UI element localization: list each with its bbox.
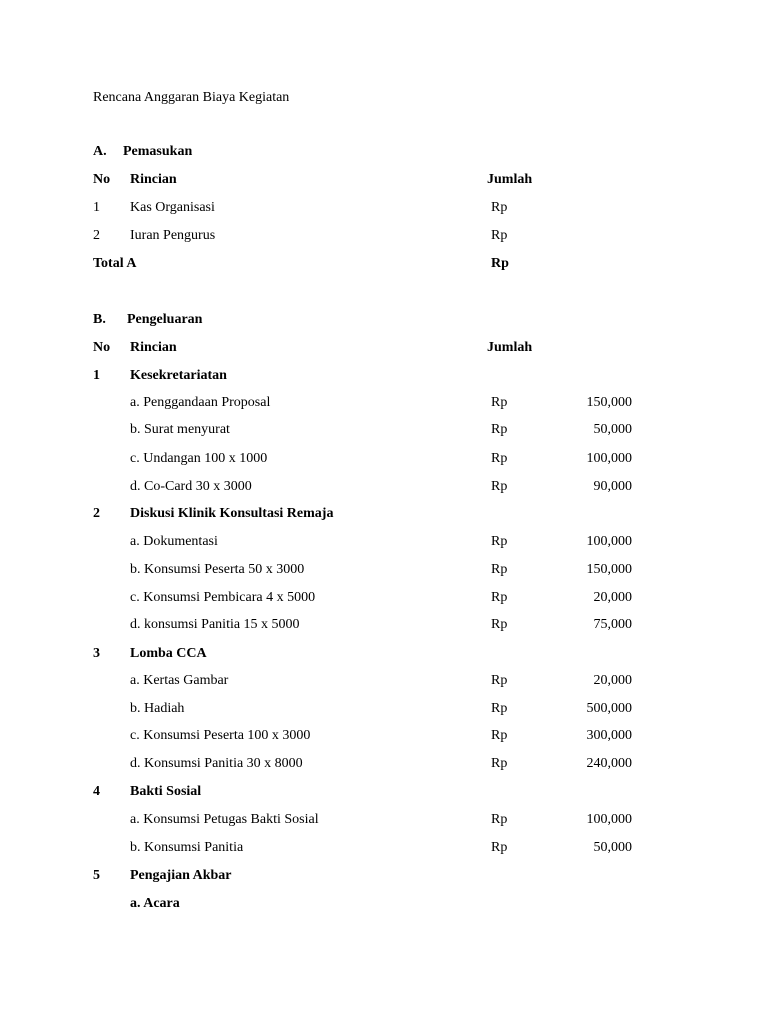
expense-item-amount: 20,000 [593, 673, 632, 688]
section-a-col-jumlah: Jumlah [487, 172, 533, 187]
expense-group-name: Bakti Sosial [130, 784, 202, 799]
expense-item-amount: 50,000 [593, 840, 632, 855]
expense-subheading: a. Acara [130, 896, 180, 911]
expense-item-label: a. Konsumsi Petugas Bakti Sosial [130, 812, 319, 827]
expense-item-currency: Rp [491, 451, 508, 466]
expense-item-currency: Rp [491, 812, 508, 827]
expense-group-name: Lomba CCA [130, 646, 207, 661]
expense-group-no: 1 [93, 368, 100, 383]
expense-item-currency: Rp [491, 701, 508, 716]
expense-item-label: a. Kertas Gambar [130, 673, 229, 688]
expense-group-name: Diskusi Klinik Konsultasi Remaja [130, 506, 334, 521]
expense-item-label: b. Konsumsi Peserta 50 x 3000 [130, 562, 305, 577]
expense-item-amount: 75,000 [593, 617, 632, 632]
expense-item-amount: 300,000 [586, 728, 632, 743]
expense-item-amount: 100,000 [586, 534, 632, 549]
section-b-col-no: No [93, 340, 111, 355]
expense-item-currency: Rp [491, 590, 508, 605]
expense-item-amount: 50,000 [593, 422, 632, 437]
income-row-currency: Rp [491, 228, 508, 243]
expense-item-label: d. Konsumsi Panitia 30 x 8000 [130, 756, 303, 771]
expense-item-currency: Rp [491, 562, 508, 577]
expense-group-name: Pengajian Akbar [130, 868, 232, 883]
expense-item-label: b. Konsumsi Panitia [130, 840, 244, 855]
expense-item-amount: 240,000 [586, 756, 632, 771]
section-b-col-rincian: Rincian [130, 340, 177, 355]
income-row-rincian: Iuran Pengurus [130, 228, 216, 243]
expense-group-name: Kesekretariatan [130, 368, 227, 383]
expense-item-currency: Rp [491, 728, 508, 743]
expense-item-amount: 100,000 [586, 812, 632, 827]
document-title: Rencana Anggaran Biaya Kegiatan [93, 90, 290, 105]
expense-group-no: 2 [93, 506, 100, 521]
section-b-col-jumlah: Jumlah [487, 340, 533, 355]
expense-item-currency: Rp [491, 617, 508, 632]
expense-group-no: 3 [93, 646, 100, 661]
section-b-letter: B. [93, 312, 106, 327]
expense-item-currency: Rp [491, 673, 508, 688]
expense-item-label: c. Konsumsi Pembicara 4 x 5000 [130, 590, 316, 605]
income-row-no: 2 [93, 228, 100, 243]
income-row-no: 1 [93, 200, 100, 215]
expense-group-no: 5 [93, 868, 100, 883]
expense-item-label: d. konsumsi Panitia 15 x 5000 [130, 617, 300, 632]
expense-item-currency: Rp [491, 479, 508, 494]
expense-item-amount: 20,000 [593, 590, 632, 605]
expense-item-label: c. Undangan 100 x 1000 [130, 451, 268, 466]
section-a-col-rincian: Rincian [130, 172, 177, 187]
expense-item-label: a. Penggandaan Proposal [130, 395, 271, 410]
expense-group-no: 4 [93, 784, 100, 799]
section-a-letter: A. [93, 144, 107, 159]
section-a-heading: Pemasukan [123, 144, 193, 159]
expense-item-currency: Rp [491, 422, 508, 437]
expense-item-label: b. Surat menyurat [130, 422, 230, 437]
expense-item-label: d. Co-Card 30 x 3000 [130, 479, 252, 494]
income-row-currency: Rp [491, 200, 508, 215]
total-a-label: Total A [93, 256, 137, 271]
section-a-col-no: No [93, 172, 111, 187]
expense-item-currency: Rp [491, 840, 508, 855]
expense-item-currency: Rp [491, 756, 508, 771]
total-a-currency: Rp [491, 256, 509, 271]
expense-item-amount: 150,000 [586, 562, 632, 577]
income-row-rincian: Kas Organisasi [130, 200, 215, 215]
expense-item-amount: 150,000 [586, 395, 632, 410]
expense-item-amount: 100,000 [586, 451, 632, 466]
expense-item-amount: 90,000 [593, 479, 632, 494]
expense-item-label: b. Hadiah [130, 701, 185, 716]
section-b-heading: Pengeluaran [127, 312, 203, 327]
expense-item-label: c. Konsumsi Peserta 100 x 3000 [130, 728, 311, 743]
expense-item-label: a. Dokumentasi [130, 534, 218, 549]
expense-item-currency: Rp [491, 534, 508, 549]
expense-item-amount: 500,000 [586, 701, 632, 716]
expense-item-currency: Rp [491, 395, 508, 410]
